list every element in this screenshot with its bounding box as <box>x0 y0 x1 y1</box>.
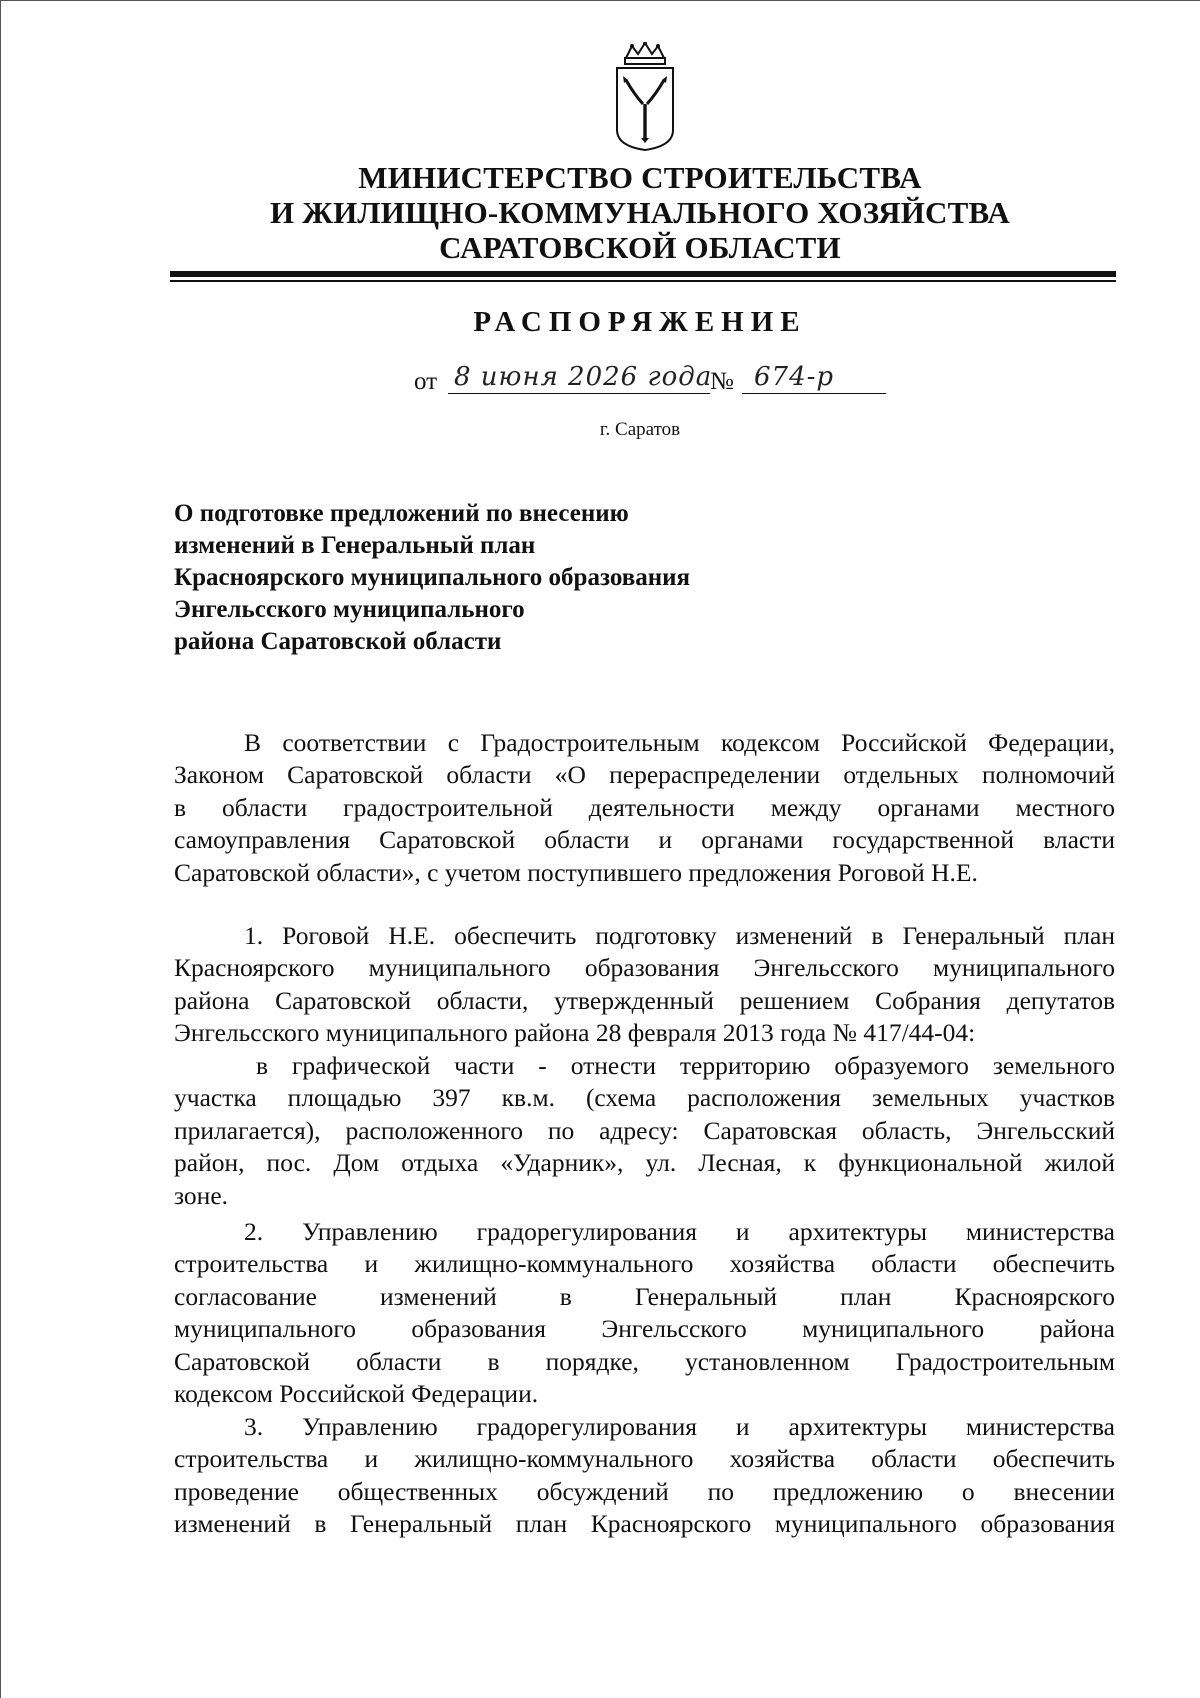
city: г. Саратов <box>599 419 681 440</box>
number-prefix: № <box>710 368 734 395</box>
subject-line: Энгельсского муниципального <box>174 596 525 623</box>
text-line: кодексом Российской Федерации. <box>174 1378 539 1408</box>
item-1-graphic-part <box>174 1050 1115 1212</box>
document-subject <box>174 498 690 658</box>
ministry-line: МИНИСТЕРСТВО СТРОИТЕЛЬСТВА <box>358 160 922 195</box>
ministry-name <box>170 160 1110 265</box>
document-type: РАСПОРЯЖЕНИЕ <box>473 306 807 338</box>
date-prefix: от <box>414 368 438 395</box>
text-line: муниципального образования Энгельсского муниципального района <box>174 1314 1115 1344</box>
text-line: изменений в Генеральный план Красноярского муниципального образования <box>174 1509 1115 1539</box>
subject-line: Красноярского муниципального образования <box>174 564 691 591</box>
date-number-line <box>414 362 894 398</box>
text-line: согласование изменений в Генеральный план Красноярского <box>174 1281 1115 1311</box>
item-2 <box>174 1216 1115 1410</box>
preamble <box>174 727 1115 889</box>
subject-line: О подготовке предложений по внесению <box>174 500 629 527</box>
text-line: строительства и жилищно-коммунального хозяйства области обеспечить <box>174 1249 1115 1279</box>
text-line: район, пос. Дом отдыха «Ударник», ул. Лесная, к функциональной жилой <box>174 1148 1115 1178</box>
text-line: строительства и жилищно-коммунального хозяйства области обеспечить <box>174 1444 1115 1474</box>
number-underline <box>742 393 886 394</box>
ministry-line: САРАТОВСКОЙ ОБЛАСТИ <box>439 230 841 265</box>
subject-line: района Саратовской области <box>174 628 502 655</box>
date-underline <box>448 393 710 394</box>
text-line: самоуправления Саратовской области и органами государственной власти <box>174 825 1115 855</box>
text-line: в графической части - отнести территорию образуемого земельного <box>256 1051 1115 1080</box>
handwritten-date: 8 июня 2026 года <box>454 362 713 392</box>
saratov-coat-of-arms-icon <box>612 42 678 152</box>
text-line: Законом Саратовской области «О перераспределении отдельных полномочий <box>174 760 1115 790</box>
text-line: Саратовской области», с учетом поступившего предложения Роговой Н.Е. <box>174 857 978 887</box>
text-line: проведение общественных обсуждений по предложению о внесении <box>174 1476 1115 1506</box>
header-divider <box>170 271 1116 277</box>
text-line: Красноярского муниципального образования Энгельсского муниципального <box>174 953 1115 983</box>
ministry-line: И ЖИЛИЩНО-КОММУНАЛЬНОГО ХОЗЯЙСТВА <box>269 195 1011 230</box>
text-line: Энгельсского муниципального района 28 февраля 2013 года № 417/44-04: <box>174 1018 976 1048</box>
text-line: В соответствии с Градостроительным кодексом Российской Федерации, <box>244 728 1115 757</box>
text-line: 2. Управлению градорегулирования и архитектуры министерства <box>244 1217 1115 1246</box>
handwritten-number: 674-р <box>754 362 835 392</box>
subject-line: изменений в Генеральный план <box>174 532 536 559</box>
text-line: прилагается), расположенного по адресу: Саратовская область, Энгельсский <box>174 1115 1115 1145</box>
text-line: зоне. <box>174 1180 229 1210</box>
item-3 <box>174 1411 1115 1541</box>
text-line: 1. Роговой Н.Е. обеспечить подготовку изменений в Генеральный план <box>244 921 1115 950</box>
text-line: Саратовской области в порядке, установленном Градостроительным <box>174 1346 1115 1376</box>
text-line: района Саратовской области, утвержденный решением Собрания депутатов <box>174 985 1115 1015</box>
item-1 <box>174 920 1115 1050</box>
text-line: 3. Управлению градорегулирования и архитектуры министерства <box>244 1412 1115 1441</box>
header-divider-thin <box>170 280 1116 282</box>
text-line: в области градостроительной деятельности между органами местного <box>174 792 1115 822</box>
text-line: участка площадью 397 кв.м. (схема расположения земельных участков <box>174 1083 1115 1113</box>
